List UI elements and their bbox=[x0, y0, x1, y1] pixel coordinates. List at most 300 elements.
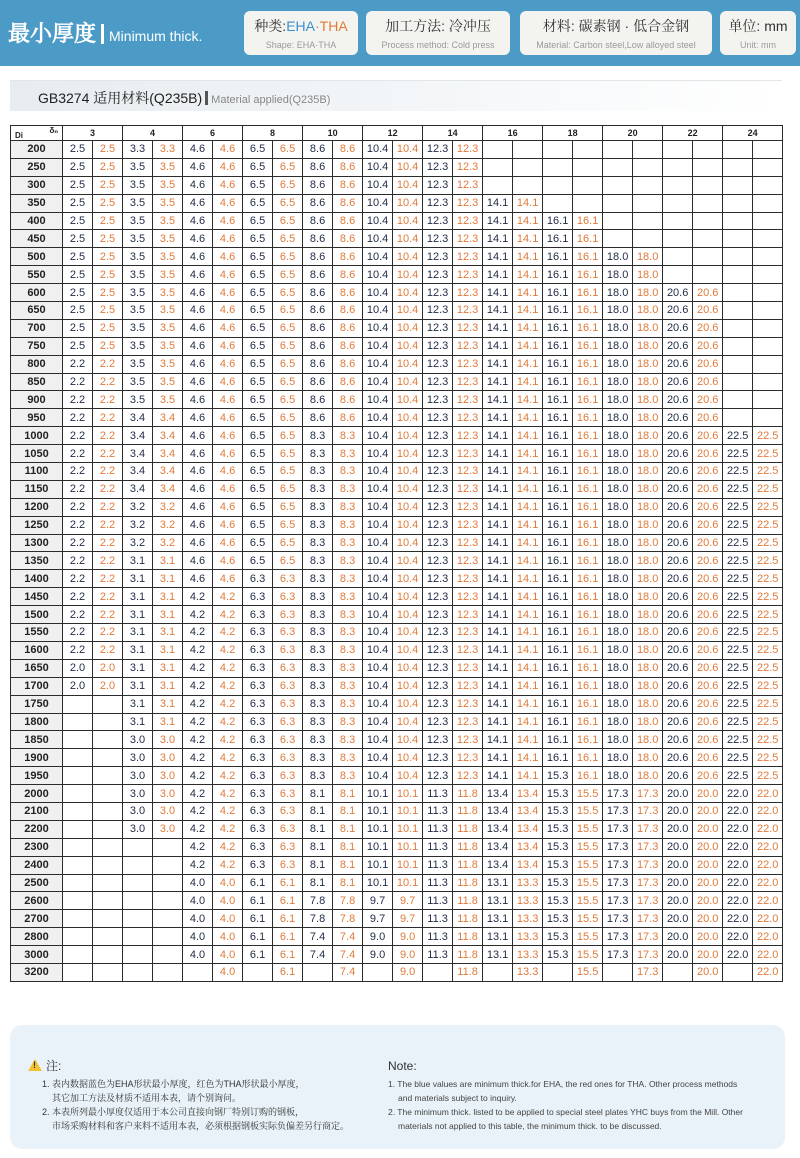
eha-value-cell: 20.6 bbox=[663, 516, 693, 534]
tha-value-cell: 3.1 bbox=[153, 641, 183, 659]
eha-value-cell: 6.3 bbox=[243, 767, 273, 785]
eha-value-cell: 3.1 bbox=[123, 659, 153, 677]
tha-value-cell: 4.6 bbox=[213, 212, 243, 230]
eha-value-cell: 10.4 bbox=[363, 194, 393, 212]
di-cell: 2200 bbox=[11, 820, 63, 838]
eha-value-cell: 10.4 bbox=[363, 230, 393, 248]
eha-value-cell: 14.1 bbox=[483, 302, 513, 320]
eha-value-cell: 8.3 bbox=[303, 659, 333, 677]
eha-value-cell: 11.3 bbox=[423, 856, 453, 874]
eha-value-cell: 14.1 bbox=[483, 319, 513, 337]
tha-value-cell: 13.3 bbox=[513, 963, 543, 981]
eha-value-cell bbox=[63, 785, 93, 803]
table-row bbox=[11, 749, 783, 767]
eha-value-cell: 22.5 bbox=[723, 445, 753, 463]
tha-value-cell: 15.5 bbox=[573, 910, 603, 928]
tha-value-cell: 8.6 bbox=[333, 355, 363, 373]
eha-value-cell: 8.3 bbox=[303, 695, 333, 713]
eha-value-cell: 18.0 bbox=[603, 606, 633, 624]
tha-value-cell: 9.0 bbox=[393, 928, 423, 946]
eha-value-cell: 12.3 bbox=[423, 480, 453, 498]
shape-badge bbox=[244, 11, 358, 55]
eha-value-cell: 3.1 bbox=[123, 606, 153, 624]
tha-value-cell: 3.4 bbox=[153, 480, 183, 498]
tha-value-cell: 22.0 bbox=[753, 820, 783, 838]
tha-value-cell: 6.3 bbox=[273, 713, 303, 731]
table-row bbox=[11, 516, 783, 534]
tha-value-cell: 12.3 bbox=[453, 427, 483, 445]
tha-value-cell: 20.6 bbox=[693, 498, 723, 516]
eha-value-cell: 22.5 bbox=[723, 463, 753, 481]
eha-value-cell: 14.1 bbox=[483, 212, 513, 230]
tha-value-cell: 2.0 bbox=[93, 659, 123, 677]
tha-value-cell: 6.5 bbox=[273, 373, 303, 391]
tha-value-cell: 4.0 bbox=[213, 892, 243, 910]
eha-value-cell: 2.2 bbox=[63, 498, 93, 516]
eha-value-cell bbox=[663, 176, 693, 194]
eha-value-cell: 8.6 bbox=[303, 141, 333, 159]
tha-value-cell: 14.1 bbox=[513, 606, 543, 624]
eha-value-cell: 3.4 bbox=[123, 463, 153, 481]
di-cell: 1600 bbox=[11, 641, 63, 659]
eha-value-cell: 14.1 bbox=[483, 463, 513, 481]
eha-value-cell bbox=[243, 963, 273, 981]
eha-value-cell bbox=[123, 892, 153, 910]
eha-value-cell: 20.6 bbox=[663, 624, 693, 642]
eha-value-cell: 4.6 bbox=[183, 445, 213, 463]
eha-value-cell: 14.1 bbox=[483, 713, 513, 731]
di-cell: 700 bbox=[11, 319, 63, 337]
eha-value-cell: 18.0 bbox=[603, 588, 633, 606]
tha-value-cell: 8.3 bbox=[333, 498, 363, 516]
tha-value-cell: 4.2 bbox=[213, 802, 243, 820]
tha-value-cell: 15.5 bbox=[573, 946, 603, 964]
eha-value-cell: 10.4 bbox=[363, 677, 393, 695]
tha-value-cell: 8.6 bbox=[333, 319, 363, 337]
tha-value-cell: 20.6 bbox=[693, 463, 723, 481]
tha-value-cell: 16.1 bbox=[573, 552, 603, 570]
tha-value-cell: 18.0 bbox=[633, 498, 663, 516]
eha-value-cell: 10.4 bbox=[363, 480, 393, 498]
tha-value-cell: 14.1 bbox=[513, 498, 543, 516]
eha-value-cell: 3.5 bbox=[123, 158, 153, 176]
tha-value-cell: 10.4 bbox=[393, 480, 423, 498]
tha-value-cell: 16.1 bbox=[573, 731, 603, 749]
tha-value-cell: 2.2 bbox=[93, 534, 123, 552]
table-row bbox=[11, 284, 783, 302]
eha-value-cell: 20.6 bbox=[663, 659, 693, 677]
tha-value-cell: 22.0 bbox=[753, 963, 783, 981]
tha-value-cell: 18.0 bbox=[633, 391, 663, 409]
tha-value-cell: 12.3 bbox=[453, 445, 483, 463]
eha-value-cell: 4.6 bbox=[183, 212, 213, 230]
di-cell: 1750 bbox=[11, 695, 63, 713]
eha-value-cell: 11.3 bbox=[423, 785, 453, 803]
eha-value-cell: 20.6 bbox=[663, 498, 693, 516]
tha-value-cell: 6.3 bbox=[273, 659, 303, 677]
tha-value-cell: 3.1 bbox=[153, 606, 183, 624]
eha-value-cell: 13.4 bbox=[483, 785, 513, 803]
tha-value-cell: 3.4 bbox=[153, 427, 183, 445]
eha-value-cell: 3.0 bbox=[123, 820, 153, 838]
eha-value-cell: 4.6 bbox=[183, 391, 213, 409]
tha-value-cell: 22.0 bbox=[753, 802, 783, 820]
tha-value-cell: 6.3 bbox=[273, 606, 303, 624]
min-thickness-table bbox=[10, 125, 783, 982]
eha-value-cell: 7.8 bbox=[303, 892, 333, 910]
notes-cn bbox=[42, 1077, 382, 1133]
tha-value-cell: 8.3 bbox=[333, 749, 363, 767]
section-title-cn: GB3274 适用材料(Q235B) bbox=[38, 90, 203, 106]
tha-value-cell bbox=[573, 176, 603, 194]
eha-value-cell: 12.3 bbox=[423, 373, 453, 391]
tha-value-cell: 3.5 bbox=[153, 355, 183, 373]
tha-value-cell: 20.0 bbox=[693, 874, 723, 892]
tha-value-cell: 6.3 bbox=[273, 820, 303, 838]
tha-value-cell: 8.3 bbox=[333, 624, 363, 642]
tha-value-cell: 10.4 bbox=[393, 373, 423, 391]
tha-value-cell: 6.5 bbox=[273, 302, 303, 320]
eha-value-cell: 22.5 bbox=[723, 731, 753, 749]
eha-value-cell: 14.1 bbox=[483, 749, 513, 767]
tha-value-cell: 8.3 bbox=[333, 427, 363, 445]
eha-value-cell: 6.5 bbox=[243, 552, 273, 570]
eha-value-cell: 22.5 bbox=[723, 677, 753, 695]
tha-value-cell: 20.0 bbox=[693, 820, 723, 838]
tha-value-cell bbox=[513, 176, 543, 194]
tha-value-cell: 20.6 bbox=[693, 284, 723, 302]
tha-value-cell: 18.0 bbox=[633, 302, 663, 320]
table-row bbox=[11, 659, 783, 677]
eha-value-cell bbox=[63, 910, 93, 928]
eha-value-cell: 3.5 bbox=[123, 337, 153, 355]
tha-value-cell: 18.0 bbox=[633, 480, 663, 498]
tha-value-cell: 20.6 bbox=[693, 731, 723, 749]
tha-value-cell: 4.6 bbox=[213, 355, 243, 373]
tha-value-cell: 2.5 bbox=[93, 284, 123, 302]
eha-value-cell: 17.3 bbox=[603, 874, 633, 892]
eha-value-cell: 16.1 bbox=[543, 319, 573, 337]
eha-value-cell: 4.2 bbox=[183, 731, 213, 749]
tha-value-cell bbox=[93, 892, 123, 910]
tha-value-cell: 22.5 bbox=[753, 659, 783, 677]
tha-value-cell: 10.4 bbox=[393, 624, 423, 642]
eha-value-cell: 14.1 bbox=[483, 695, 513, 713]
eha-value-cell bbox=[63, 802, 93, 820]
tha-value-cell: 22.5 bbox=[753, 713, 783, 731]
tha-value-cell: 4.2 bbox=[213, 785, 243, 803]
eha-value-cell: 4.2 bbox=[183, 659, 213, 677]
tha-value-cell: 10.4 bbox=[393, 266, 423, 284]
tha-value-cell: 16.1 bbox=[573, 588, 603, 606]
tha-value-cell bbox=[93, 963, 123, 981]
tha-value-cell: 10.4 bbox=[393, 391, 423, 409]
tha-value-cell bbox=[93, 856, 123, 874]
tha-value-cell: 3.1 bbox=[153, 570, 183, 588]
eha-value-cell bbox=[123, 874, 153, 892]
eha-value-cell: 20.6 bbox=[663, 463, 693, 481]
tha-value-cell: 2.2 bbox=[93, 445, 123, 463]
eha-value-cell: 6.1 bbox=[243, 892, 273, 910]
tha-value-cell: 3.0 bbox=[153, 749, 183, 767]
eha-value-cell: 18.0 bbox=[603, 463, 633, 481]
tha-value-cell: 13.4 bbox=[513, 820, 543, 838]
eha-value-cell bbox=[603, 194, 633, 212]
eha-value-cell: 12.3 bbox=[423, 427, 453, 445]
eha-value-cell: 6.5 bbox=[243, 266, 273, 284]
di-cell: 2000 bbox=[11, 785, 63, 803]
tha-value-cell bbox=[753, 373, 783, 391]
eha-value-cell: 13.4 bbox=[483, 820, 513, 838]
eha-value-cell: 12.3 bbox=[423, 141, 453, 159]
tha-value-cell: 7.4 bbox=[333, 946, 363, 964]
eha-value-cell: 4.2 bbox=[183, 838, 213, 856]
eha-value-cell: 10.4 bbox=[363, 588, 393, 606]
eha-value-cell: 7.8 bbox=[303, 910, 333, 928]
eha-value-cell: 22.0 bbox=[723, 838, 753, 856]
tha-value-cell: 3.5 bbox=[153, 284, 183, 302]
eha-value-cell bbox=[183, 963, 213, 981]
eha-value-cell: 22.0 bbox=[723, 785, 753, 803]
tha-value-cell: 20.0 bbox=[693, 802, 723, 820]
tha-value-cell: 8.1 bbox=[333, 856, 363, 874]
tha-value-cell: 10.4 bbox=[393, 427, 423, 445]
eha-value-cell: 12.3 bbox=[423, 337, 453, 355]
eha-value-cell bbox=[603, 158, 633, 176]
tha-value-cell: 6.3 bbox=[273, 677, 303, 695]
tha-value-cell: 14.1 bbox=[513, 713, 543, 731]
eha-value-cell bbox=[63, 767, 93, 785]
eha-value-cell: 8.1 bbox=[303, 820, 333, 838]
tha-value-cell: 22.0 bbox=[753, 892, 783, 910]
eha-value-cell: 2.5 bbox=[63, 141, 93, 159]
eha-value-cell: 12.3 bbox=[423, 552, 453, 570]
eha-value-cell: 4.6 bbox=[183, 516, 213, 534]
tha-value-cell: 10.4 bbox=[393, 677, 423, 695]
eha-value-cell: 20.6 bbox=[663, 677, 693, 695]
eha-value-cell: 8.6 bbox=[303, 212, 333, 230]
eha-value-cell bbox=[723, 337, 753, 355]
tha-value-cell bbox=[633, 176, 663, 194]
tha-value-cell: 14.1 bbox=[513, 570, 543, 588]
eha-value-cell: 15.3 bbox=[543, 856, 573, 874]
eha-value-cell: 10.4 bbox=[363, 141, 393, 159]
tha-value-cell: 8.6 bbox=[333, 194, 363, 212]
eha-value-cell: 20.6 bbox=[663, 588, 693, 606]
di-cell: 2400 bbox=[11, 856, 63, 874]
tha-value-cell: 14.1 bbox=[513, 230, 543, 248]
thickness-header: 14 bbox=[423, 126, 483, 141]
table-row bbox=[11, 570, 783, 588]
tha-value-cell: 22.5 bbox=[753, 767, 783, 785]
tha-value-cell: 8.3 bbox=[333, 570, 363, 588]
eha-value-cell: 4.6 bbox=[183, 284, 213, 302]
table-row bbox=[11, 355, 783, 373]
tha-value-cell: 2.2 bbox=[93, 373, 123, 391]
tha-value-cell: 12.3 bbox=[453, 570, 483, 588]
tha-value-cell: 18.0 bbox=[633, 731, 663, 749]
tha-value-cell: 17.3 bbox=[633, 856, 663, 874]
tha-value-cell: 8.6 bbox=[333, 212, 363, 230]
tha-value-cell: 12.3 bbox=[453, 194, 483, 212]
eha-value-cell: 12.3 bbox=[423, 158, 453, 176]
eha-value-cell: 12.3 bbox=[423, 534, 453, 552]
eha-value-cell: 6.5 bbox=[243, 516, 273, 534]
corner-delta-label: δₙ bbox=[49, 126, 58, 135]
eha-value-cell: 4.6 bbox=[183, 158, 213, 176]
tha-value-cell: 3.2 bbox=[153, 534, 183, 552]
eha-value-cell: 2.5 bbox=[63, 248, 93, 266]
di-cell: 450 bbox=[11, 230, 63, 248]
eha-value-cell: 12.3 bbox=[423, 445, 453, 463]
eha-value-cell: 14.1 bbox=[483, 570, 513, 588]
tha-value-cell: 14.1 bbox=[513, 284, 543, 302]
tha-value-cell bbox=[753, 355, 783, 373]
tha-value-cell: 12.3 bbox=[453, 409, 483, 427]
eha-value-cell: 18.0 bbox=[603, 498, 633, 516]
di-cell: 1000 bbox=[11, 427, 63, 445]
tha-value-cell: 6.5 bbox=[273, 534, 303, 552]
eha-value-cell: 4.0 bbox=[183, 910, 213, 928]
tha-value-cell: 12.3 bbox=[453, 552, 483, 570]
eha-value-cell: 4.2 bbox=[183, 641, 213, 659]
eha-value-cell: 10.4 bbox=[363, 391, 393, 409]
eha-value-cell: 11.3 bbox=[423, 802, 453, 820]
eha-value-cell: 18.0 bbox=[603, 659, 633, 677]
eha-value-cell: 6.5 bbox=[243, 480, 273, 498]
eha-value-cell: 3.5 bbox=[123, 266, 153, 284]
di-cell: 2500 bbox=[11, 874, 63, 892]
eha-value-cell: 8.6 bbox=[303, 194, 333, 212]
thickness-header: 18 bbox=[543, 126, 603, 141]
tha-value-cell: 3.5 bbox=[153, 302, 183, 320]
eha-value-cell: 6.1 bbox=[243, 928, 273, 946]
di-cell: 2600 bbox=[11, 892, 63, 910]
eha-value-cell: 14.1 bbox=[483, 391, 513, 409]
tha-value-cell: 12.3 bbox=[453, 176, 483, 194]
tha-value-cell: 6.5 bbox=[273, 463, 303, 481]
eha-value-cell: 12.3 bbox=[423, 624, 453, 642]
di-cell: 1450 bbox=[11, 588, 63, 606]
table-row bbox=[11, 141, 783, 159]
tha-value-cell: 22.5 bbox=[753, 749, 783, 767]
tha-value-cell: 8.6 bbox=[333, 284, 363, 302]
tha-value-cell: 22.5 bbox=[753, 641, 783, 659]
eha-value-cell bbox=[63, 838, 93, 856]
eha-value-cell: 12.3 bbox=[423, 176, 453, 194]
section-header bbox=[10, 80, 782, 111]
tha-value-cell: 11.8 bbox=[453, 928, 483, 946]
tha-value-cell: 8.3 bbox=[333, 552, 363, 570]
tha-value-cell: 3.1 bbox=[153, 677, 183, 695]
eha-value-cell: 18.0 bbox=[603, 641, 633, 659]
tha-value-cell: 16.1 bbox=[573, 606, 603, 624]
tha-value-cell: 8.3 bbox=[333, 695, 363, 713]
eha-value-cell: 2.2 bbox=[63, 624, 93, 642]
tha-value-cell bbox=[93, 802, 123, 820]
section-separator bbox=[205, 91, 208, 105]
tha-value-cell: 8.3 bbox=[333, 713, 363, 731]
eha-value-cell: 12.3 bbox=[423, 606, 453, 624]
tha-value-cell: 12.3 bbox=[453, 713, 483, 731]
tha-value-cell: 16.1 bbox=[573, 373, 603, 391]
eha-value-cell bbox=[663, 266, 693, 284]
eha-value-cell: 11.3 bbox=[423, 946, 453, 964]
eha-value-cell: 16.1 bbox=[543, 624, 573, 642]
tha-value-cell: 4.6 bbox=[213, 194, 243, 212]
eha-value-cell: 16.1 bbox=[543, 606, 573, 624]
eha-value-cell: 3.5 bbox=[123, 284, 153, 302]
eha-value-cell: 18.0 bbox=[603, 713, 633, 731]
tha-value-cell: 4.6 bbox=[213, 158, 243, 176]
thickness-header: 22 bbox=[663, 126, 723, 141]
eha-value-cell: 17.3 bbox=[603, 838, 633, 856]
eha-value-cell: 16.1 bbox=[543, 391, 573, 409]
tha-value-cell: 8.1 bbox=[333, 785, 363, 803]
eha-value-cell: 18.0 bbox=[603, 767, 633, 785]
tha-value-cell: 2.5 bbox=[93, 212, 123, 230]
tha-value-cell: 13.3 bbox=[513, 892, 543, 910]
eha-value-cell: 18.0 bbox=[603, 552, 633, 570]
tha-value-cell: 4.6 bbox=[213, 445, 243, 463]
tha-value-cell bbox=[153, 856, 183, 874]
table-row bbox=[11, 946, 783, 964]
tha-value-cell: 14.1 bbox=[513, 534, 543, 552]
eha-value-cell: 18.0 bbox=[603, 266, 633, 284]
eha-value-cell bbox=[543, 963, 573, 981]
eha-value-cell: 22.5 bbox=[723, 767, 753, 785]
tha-value-cell: 8.3 bbox=[333, 534, 363, 552]
eha-value-cell: 3.0 bbox=[123, 802, 153, 820]
tha-value-cell: 18.0 bbox=[633, 749, 663, 767]
tha-value-cell: 22.5 bbox=[753, 480, 783, 498]
tha-value-cell: 12.3 bbox=[453, 373, 483, 391]
eha-value-cell: 6.3 bbox=[243, 624, 273, 642]
tha-value-cell: 13.3 bbox=[513, 946, 543, 964]
eha-value-cell bbox=[543, 158, 573, 176]
tha-value-cell: 4.6 bbox=[213, 570, 243, 588]
eha-value-cell bbox=[723, 319, 753, 337]
eha-value-cell: 16.1 bbox=[543, 588, 573, 606]
eha-value-cell: 18.0 bbox=[603, 534, 633, 552]
tha-value-cell: 22.5 bbox=[753, 516, 783, 534]
eha-value-cell: 14.1 bbox=[483, 624, 513, 642]
table-row bbox=[11, 319, 783, 337]
di-cell: 2100 bbox=[11, 802, 63, 820]
tha-value-cell: 20.6 bbox=[693, 516, 723, 534]
tha-value-cell: 18.0 bbox=[633, 534, 663, 552]
tha-value-cell: 6.3 bbox=[273, 570, 303, 588]
tha-value-cell: 4.2 bbox=[213, 641, 243, 659]
tha-value-cell: 20.6 bbox=[693, 445, 723, 463]
eha-value-cell: 4.2 bbox=[183, 820, 213, 838]
tha-value-cell: 22.5 bbox=[753, 570, 783, 588]
eha-value-cell: 2.0 bbox=[63, 659, 93, 677]
eha-value-cell: 6.5 bbox=[243, 391, 273, 409]
tha-value-cell: 12.3 bbox=[453, 498, 483, 516]
eha-value-cell: 3.1 bbox=[123, 588, 153, 606]
tha-value-cell: 6.3 bbox=[273, 749, 303, 767]
eha-value-cell: 20.6 bbox=[663, 552, 693, 570]
tha-value-cell: 22.5 bbox=[753, 695, 783, 713]
tha-value-cell bbox=[93, 910, 123, 928]
tha-value-cell: 16.1 bbox=[573, 212, 603, 230]
tha-value-cell: 16.1 bbox=[573, 695, 603, 713]
eha-value-cell: 16.1 bbox=[543, 266, 573, 284]
eha-value-cell bbox=[423, 963, 453, 981]
eha-value-cell: 16.1 bbox=[543, 302, 573, 320]
eha-value-cell: 8.6 bbox=[303, 266, 333, 284]
